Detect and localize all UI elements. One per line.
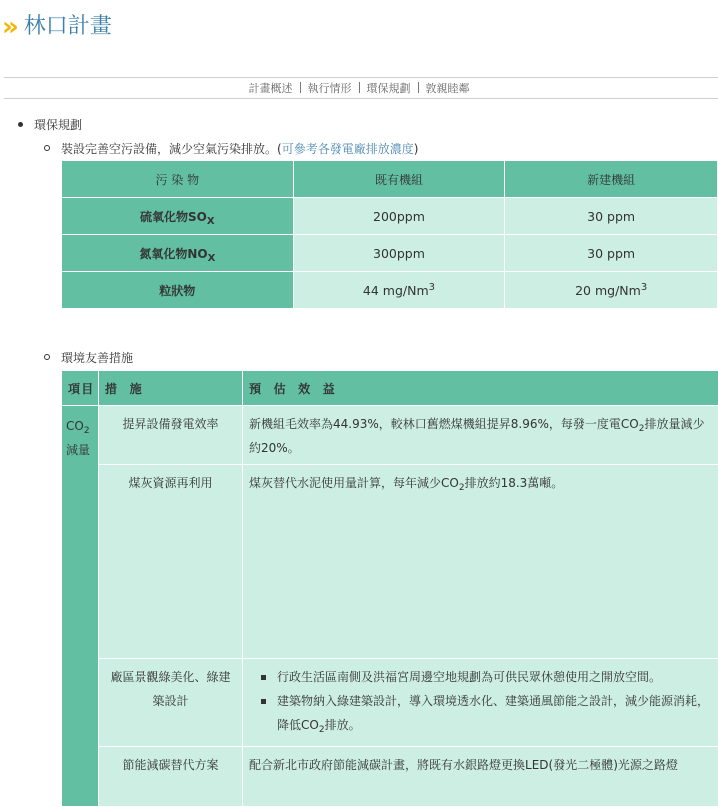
new-value: 30 ppm (505, 198, 718, 235)
new-value: 20 mg/Nm$^3$ (505, 272, 718, 309)
subnav-link-progress[interactable]: 執行情形 (308, 82, 352, 95)
subsection-environment-friendly (44, 349, 133, 366)
item-text: 裝設完善空污設備，減少空氣污染排放。 (61, 142, 277, 156)
pollutant-name: 氮氧化物$NO_X$ (62, 235, 294, 272)
subnav-separator (359, 82, 360, 93)
link-paren-close: ) (414, 142, 419, 156)
subnav-link-community[interactable]: 敦親睦鄰 (426, 82, 470, 95)
emission-concentration-link[interactable]: 可參考各發電廠排放濃度 (282, 142, 414, 156)
double-chevron-icon: » (2, 14, 12, 40)
existing-value: 300ppm (293, 235, 505, 272)
table-row (62, 272, 718, 309)
table-row (62, 198, 718, 235)
subnav-link-overview[interactable]: 計畫概述 (249, 82, 293, 95)
column-header-measure: 措 施 (99, 371, 243, 406)
category-co2-reduction: $CO_2$ 減量 (62, 406, 99, 807)
table-row (62, 465, 718, 659)
measure-benefit (243, 659, 718, 747)
new-value: 30 ppm (505, 235, 718, 272)
sub-navigation (0, 80, 718, 96)
subnav-link-environment[interactable]: 環保規劃 (367, 82, 411, 95)
subnav-separator (418, 82, 419, 93)
page-title: 林口計畫 (24, 16, 112, 38)
measures-table (61, 370, 718, 807)
bullet-circle (44, 145, 50, 151)
section-bullet (18, 116, 82, 133)
list-item: 建築物納入綠建築設計，導入環境透水化、建築通風節能之設計，減少能源消耗，降低$CO_2$排放。 (249, 689, 712, 737)
existing-value: 200ppm (293, 198, 505, 235)
column-header-benefit: 預 估 效 益 (243, 371, 718, 406)
link-paren-open: ( (277, 142, 282, 156)
table-row (62, 406, 718, 465)
table-header-row (62, 161, 718, 198)
subnav-separator (300, 82, 301, 93)
list-item: 行政生活區南側及洪福宮周邊空地規劃為可供民眾休憩使用之開放空間。 (249, 665, 712, 689)
divider-bottom (4, 98, 718, 99)
page-header (2, 10, 112, 44)
item-text: 環境友善措施 (61, 351, 133, 365)
pollutant-name: 硫氧化物$SO_X$ (62, 198, 294, 235)
measure-name: 提昇設備發電效率 (99, 406, 243, 465)
divider-top (4, 77, 718, 78)
section-title: 環保規劃 (34, 118, 82, 132)
bullet-circle (44, 354, 50, 360)
column-header-new-unit: 新建機組 (505, 161, 718, 198)
column-header-pollutant: 污 染 物 (62, 161, 294, 198)
table-row (62, 235, 718, 272)
pollutant-name: 粒狀物 (62, 272, 294, 309)
subsection-air-pollution (44, 140, 418, 157)
emissions-table (61, 160, 718, 309)
measure-benefit: 新機組毛效率為44.93%，較林口舊燃煤機組提昇8.96%，每發一度電$CO_2$排放量減少約20%。 (243, 406, 718, 465)
table-header-row (62, 371, 718, 406)
measure-benefit: 配合新北市政府節能減碳計畫，將既有水銀路燈更換LED(發光二極體)光源之路燈 (243, 747, 718, 807)
measure-name: 節能減碳替代方案 (99, 747, 243, 807)
measure-name: 廠區景觀綠美化、綠建築設計 (99, 659, 243, 747)
measure-name: 煤灰資源再利用 (99, 465, 243, 659)
table-row (62, 659, 718, 747)
benefit-list (249, 665, 712, 737)
bullet-dot (18, 122, 23, 127)
existing-value: 44 mg/Nm$^3$ (293, 272, 505, 309)
column-header-existing-unit: 既有機組 (293, 161, 505, 198)
measure-benefit: 煤灰替代水泥使用量計算，每年減少$CO_2$排放約18.3萬噸。 (243, 465, 718, 659)
column-header-item: 項目 (62, 371, 99, 406)
